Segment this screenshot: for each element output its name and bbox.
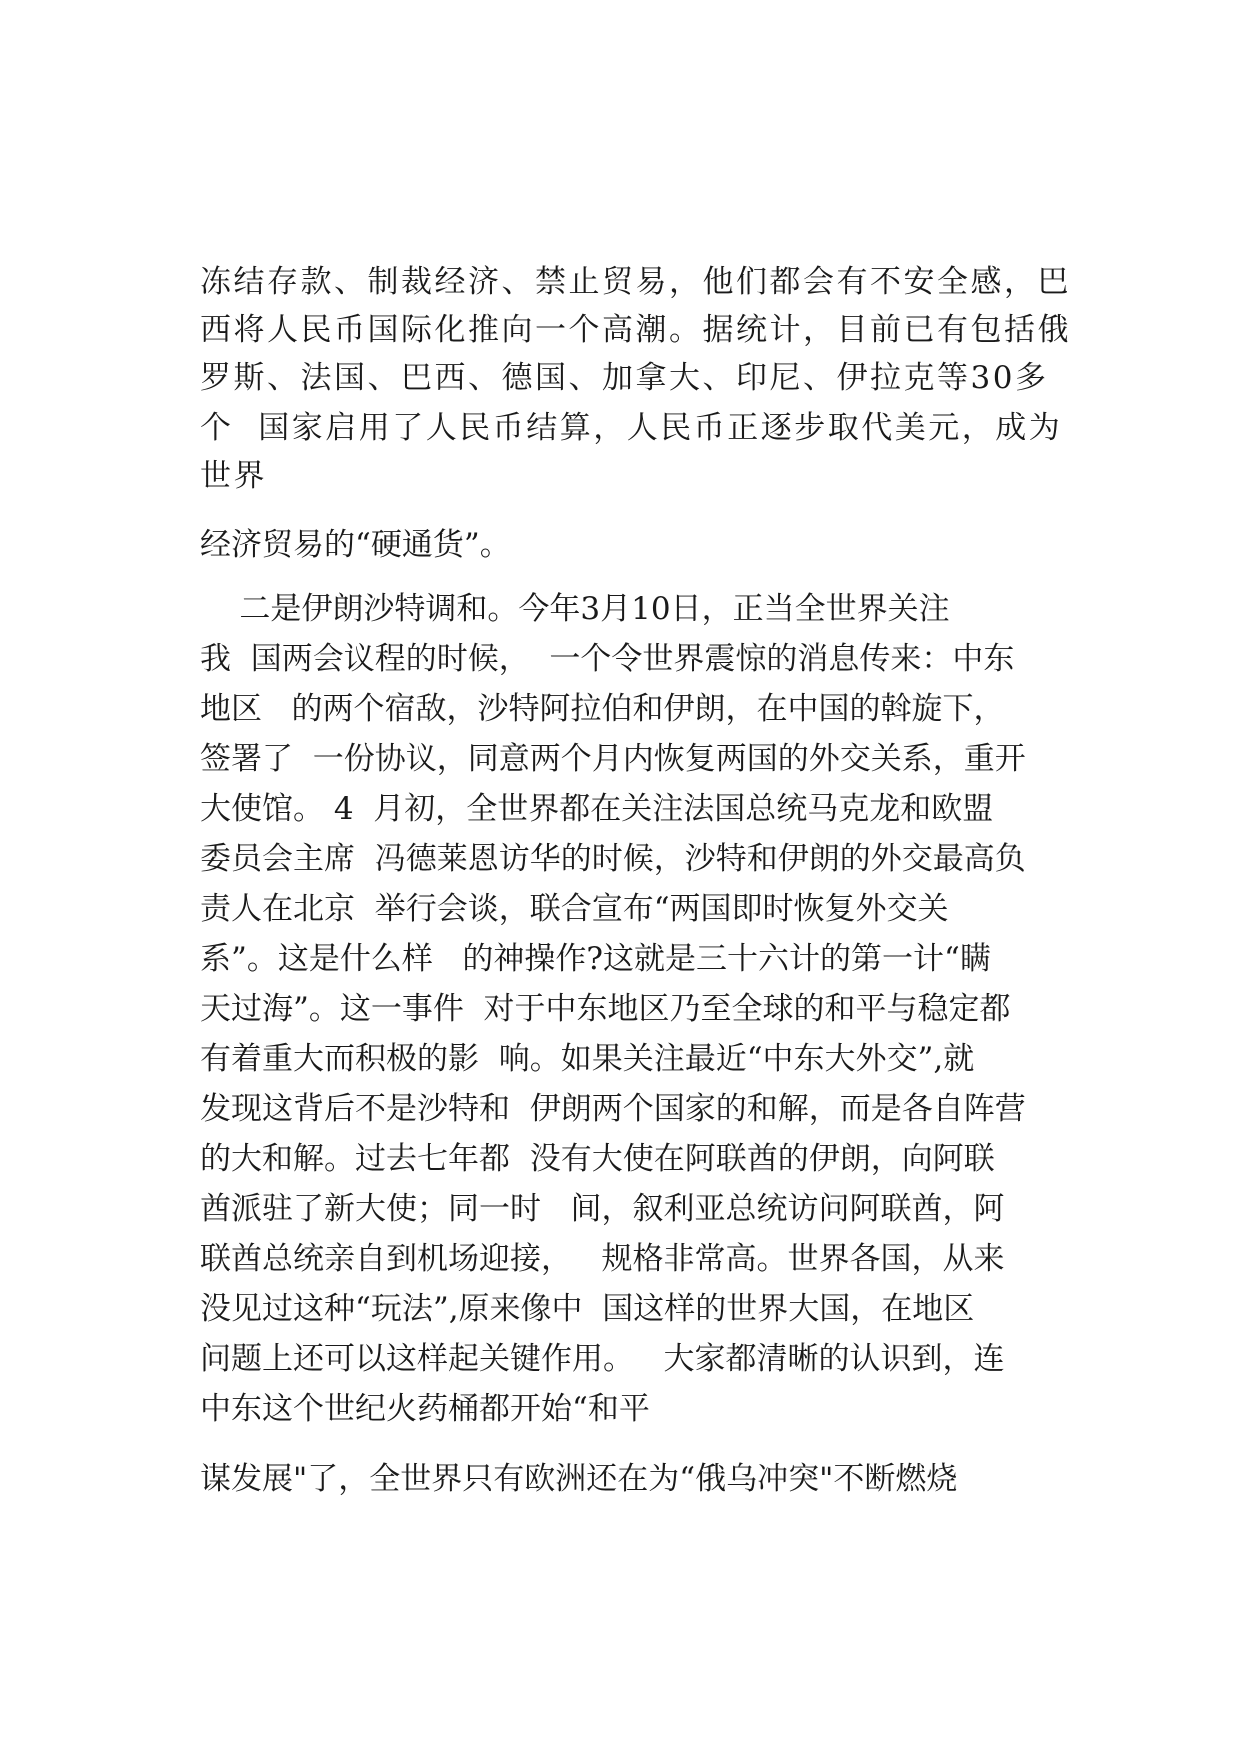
text-line: 天过海”。这一事件 对于中东地区乃至全球的和平与稳定都 <box>200 991 1011 1027</box>
text-line: 大使馆。 4 月初，全世界都在关注法国总统马克龙和欧盟 <box>200 791 994 827</box>
text-line: 罗斯、法国、巴西、德国、加拿大、印尼、伊拉克等30多 <box>200 360 1049 396</box>
text-line: 没见过这种“玩法”,原来像中 国这样的世界大国，在地区 <box>200 1291 975 1327</box>
text-line: 二是伊朗沙特调和。今年3月10日，正当全世界关注 <box>200 591 950 627</box>
text-line: 发现这背后不是沙特和 伊朗两个国家的和解，而是各自阵营 <box>200 1091 1026 1127</box>
text-line: 中东这个世纪火药桶都开始“和平 <box>200 1391 650 1427</box>
text-line: 我 国两会议程的时候， 一个令世界震惊的消息传来：中东 <box>200 641 1015 677</box>
text-line: 的大和解。过去七年都 没有大使在阿联酋的伊朗，向阿联 <box>200 1141 995 1177</box>
text-line: 委员会主席 冯德莱恩访华的时候，沙特和伊朗的外交最高负 <box>200 841 1026 877</box>
text-line: 经济贸易的“硬通货”。 <box>200 527 511 563</box>
text-line: 问题上还可以这样起关键作用。 大家都清晰的认识到，连 <box>200 1341 1005 1377</box>
text-line: 系”。这是什么样 的神操作?这就是三十六计的第一计“瞒 <box>200 941 991 977</box>
text-line: 谋发展"了，全世界只有欧洲还在为“俄乌冲突"不断燃烧 <box>200 1461 958 1497</box>
text-line: 有着重大而积极的影 响。如果关注最近“中东大外交”,就 <box>200 1041 975 1077</box>
text-line: 签署了 一份协议，同意两个月内恢复两国的外交关系，重开 <box>200 741 1026 777</box>
text-line: 世界 <box>200 458 267 494</box>
text-line: 冻结存款、制裁经济、禁止贸易，他们都会有不安全感，巴 <box>200 264 1071 300</box>
text-line: 个 国家启用了人民币结算，人民币正逐步取代美元，成为 <box>200 410 1063 446</box>
text-line: 联酋总统亲自到机场迎接， 规格非常高。世界各国，从来 <box>200 1241 1005 1277</box>
text-line: 地区 的两个宿敌，沙特阿拉伯和伊朗，在中国的斡旋下， <box>200 691 1005 727</box>
text-line: 酋派驻了新大使；同一时 间，叙利亚总统访问阿联酋，阿 <box>200 1191 1005 1227</box>
text-line: 责人在北京 举行会谈，联合宣布“两国即时恢复外交关 <box>200 891 949 927</box>
text-line: 西将人民币国际化推向一个高潮。据统计，目前已有包括俄 <box>200 312 1071 348</box>
